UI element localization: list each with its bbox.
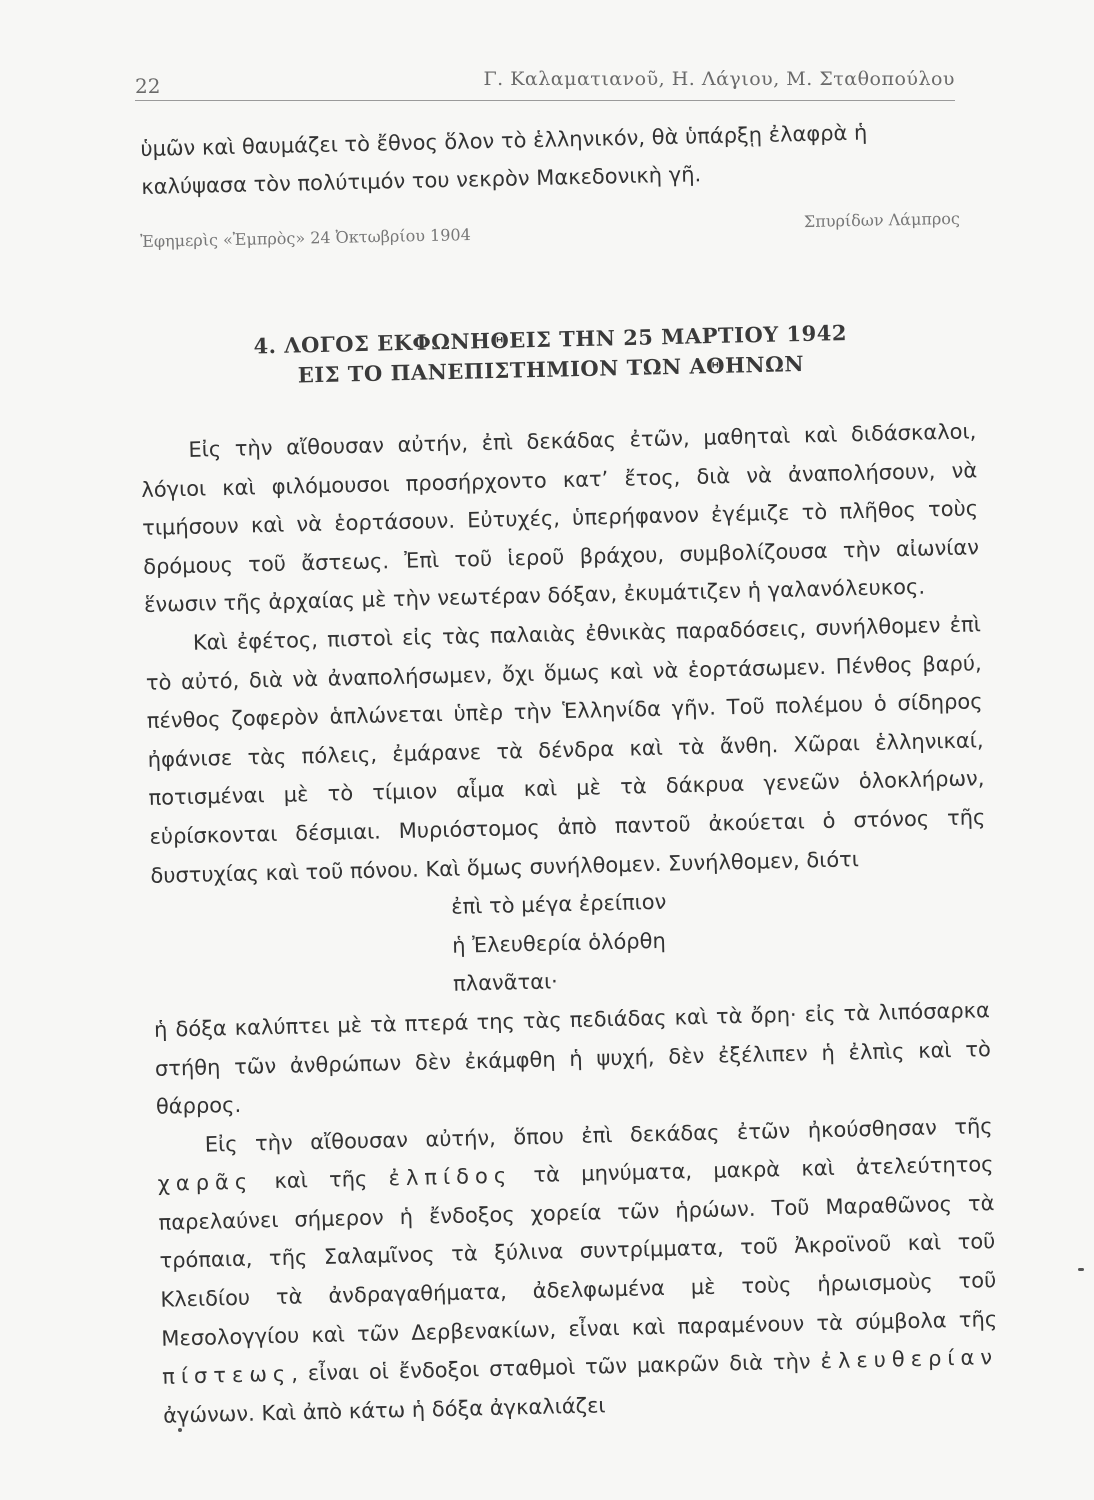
- p4-part-d: , εἶναι οἱ ἔνδοξοι σταθμοὶ τῶν μακρῶν διὰ τὴν: [290, 1349, 821, 1386]
- ink-speck: [1078, 1268, 1084, 1271]
- paragraph-3: ἡ δόξα καλύπτει μὲ τὰ πτερά της τὰς πεδιάδας καὶ τὰ ὄρη· εἰς τὰ λιπόσαρκα στήθη τῶν ἀνθρώπων δὲν ἐκάμφθη ἡ ψυχή, δὲν ἐξέλιπεν ἡ ἐλπὶς καὶ τὸ θάρρος.: [153, 998, 992, 1119]
- spaced-word-charas: χαρᾶς: [157, 1169, 254, 1197]
- p4-part-e: ἀγώνων. Καὶ ἀπὸ κάτω ἡ δόξα ἀγκαλιάζει: [162, 1393, 606, 1428]
- verse-line-2: ἡ Ἐλευθερία ὁλόρθη: [451, 928, 667, 958]
- verse-line-1: ἐπὶ τὸ μέγα ἐρείπιον: [450, 889, 667, 919]
- intro-paragraph: [140, 111, 962, 206]
- page-number: 22: [135, 74, 161, 98]
- p4-part-b: καὶ τῆς: [252, 1166, 389, 1194]
- running-head: Γ. Καλαματιανοῦ, Η. Λάγιου, Μ. Σταθοπούλου: [483, 68, 955, 90]
- signature-row: [140, 208, 961, 262]
- spaced-word-pisteos: πίστεως: [161, 1361, 292, 1389]
- title-line-2: ΕΙΣ ΤΟ ΠΑΝΕΠΙΣΤΗΜΙΟΝ ΤΩΝ ΑΘΗΝΩΝ: [297, 350, 805, 388]
- author-signature: Σπυρίδων Λάμπρος: [803, 208, 961, 232]
- header-rule: [135, 100, 955, 101]
- spaced-word-eleftherian: ἐλευθερίαν: [820, 1345, 999, 1374]
- source-citation: Ἐφημερὶς «Ἐμπρὸς» 24 Ὀκτωβρίου 1904: [140, 225, 471, 251]
- ink-speck: [178, 1428, 182, 1432]
- body-text: [140, 412, 999, 1435]
- verse-line-3: πλανᾶται·: [452, 969, 559, 997]
- paragraph-1: Εἰς τὴν αἴθουσαν αὐτήν, ἐπὶ δεκάδας ἐτῶν, μαθηταὶ καὶ διδάσκαλοι, λόγιοι καὶ φιλόμουσοι προσήρχοντο κατ’ ἔτος, διὰ νὰ ἀναπολήσουν, νὰ τιμήσουν καὶ νὰ ἑορτάσουν. Εὐτυχές, ὑπερήφανον ἐγέμιζε τὸ πλῆθος τοὺς δρόμους τοῦ ἄστεως. Ἐπὶ τοῦ ἱεροῦ βράχου, συμβολίζουσα τὴν αἰωνίαν ἕνωσιν τῆς ἀρχαίας μὲ τὴν νεωτέραν δόξαν, ἐκυμάτιζεν ἡ γαλανόλευκος.: [141, 419, 980, 618]
- page-header: [135, 62, 955, 102]
- paragraph-2: Καὶ ἐφέτος, πιστοὶ εἰς τὰς παλαιὰς ἐθνικὰς παραδόσεις, συνήλθομεν ἐπὶ τὸ αὐτό, διὰ νὰ ἀναπολήσωμεν, ὄχι ὅμως καὶ νὰ ἑορτάσωμεν. Πένθος βαρύ, πένθος ζοφερὸν ἁπλώνεται ὑπὲρ τὴν Ἑλληνίδα γῆν. Τοῦ πολέμου ὁ σίδηρος ἠφάνισε τὰς πόλεις, ἐμάρανε τὰ δένδρα καὶ τὰ ἄνθη. Χῶραι ἑλληνικαί, ποτισμέναι μὲ τὸ τίμιον αἷμα καὶ μὲ τὰ δάκρυα γενεῶν ὁλοκλήρων, εὑρίσκονται δέσμιαι. Μυριόστομος ἀπὸ παντοῦ ἀκούεται ὁ στόνος τῆς δυστυχίας καὶ τοῦ πόνου. Καὶ ὅμως συνήλθομεν. Συνήλθομεν, διότι: [145, 612, 986, 888]
- p4-part-a: Εἰς τὴν αἴθουσαν αὐτήν, ὅπου ἐπὶ δεκάδας ἐτῶν ἠκούσθησαν τῆς: [204, 1113, 993, 1157]
- p4-part-c: τὰ μηνύματα, μακρὰ καὶ ἀτελεύτητος παρελαύνει σήμερον ἡ ἔνδοξος χορεία τῶν ἡρώων. Τοῦ Μαραθῶνος τὰ τρόπαια, τῆς Σαλαμῖνος τὰ ξύλινα συντρίμματα, τοῦ Ἀκροϊνοῦ καὶ τοῦ Κλειδίου τὰ ἀνδραγαθήματα, ἀδελφωμένα μὲ τοὺς ἡρωισμοὺς τοῦ Μεσολογγίου καὶ τῶν Δερβενακίων, εἶναι καὶ παραμένουν τὰ σύμβολα τῆς: [158, 1152, 998, 1351]
- spaced-word-elpidos: ἐλπίδος: [388, 1163, 513, 1191]
- verse-quote: [451, 875, 990, 1003]
- paragraph-4: [156, 1107, 999, 1435]
- section-title: [230, 317, 871, 392]
- intro-text: ὑμῶν καὶ θαυμάζει τὸ ἔθνος ὅλον τὸ ἑλληνικόν, θὰ ὑπάρξῃ ἐλαφρὰ ἡ καλύψασα τὸν πολύτιμόν του νεκρὸν Μακεδονικὴ γῆ.: [140, 120, 868, 199]
- title-line-1: 4. ΛΟΓΟΣ ΕΚΦΩΝΗΘΕΙΣ ΤΗΝ 25 ΜΑΡΤΙΟΥ 1942: [253, 320, 848, 359]
